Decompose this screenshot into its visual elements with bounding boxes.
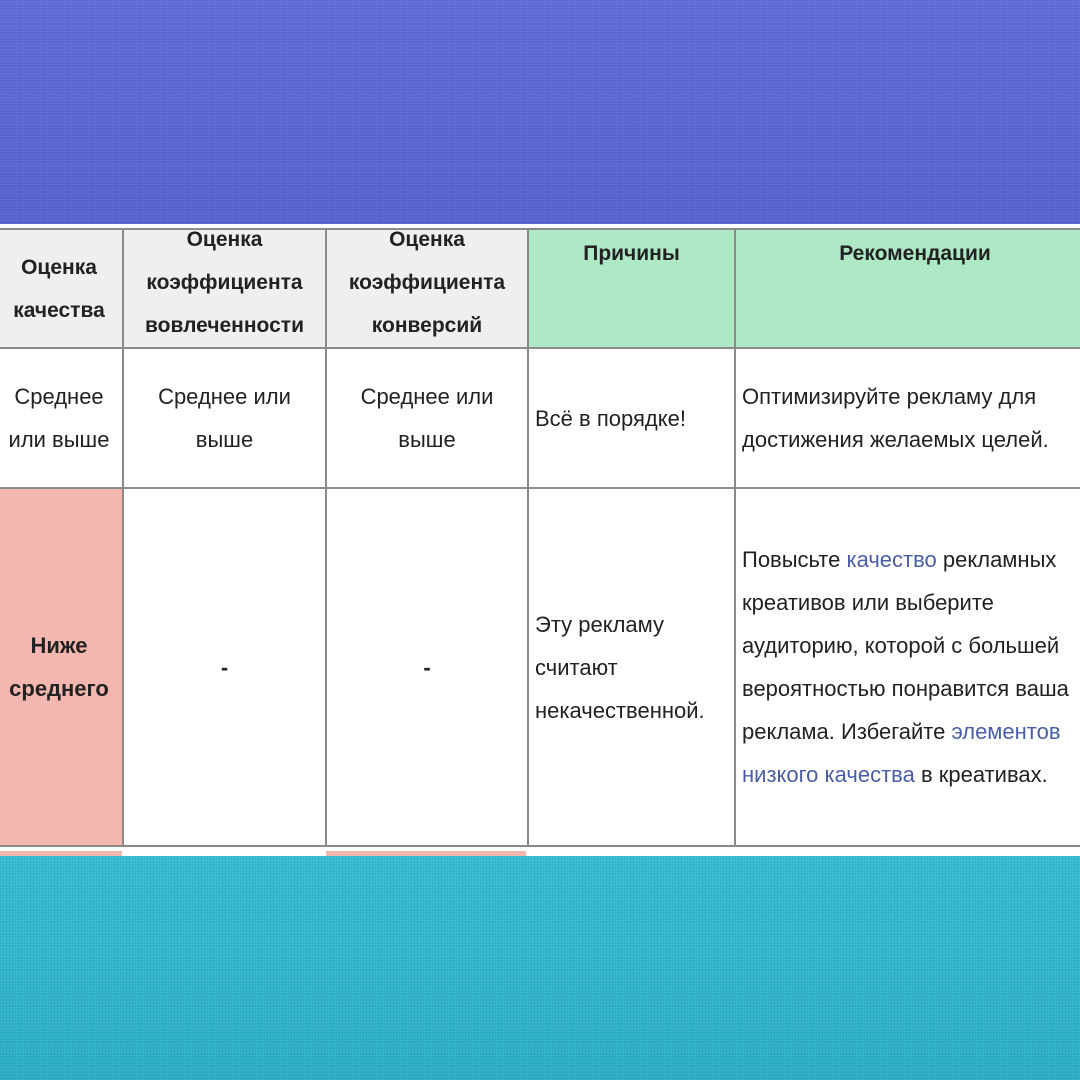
cell-recommendation-below-average	[735, 488, 1080, 846]
header-conversion-label: Оценка коэффициента конверсий	[348, 227, 506, 337]
cell-conversion-below-average: -	[326, 488, 528, 846]
cell-quality-below-average: Ниже среднего	[0, 488, 123, 846]
header-engagement	[123, 229, 326, 348]
table-row-below-average	[0, 488, 1080, 846]
cell-engagement-average: Среднее или выше	[123, 348, 326, 488]
quality-link[interactable]: качество	[846, 547, 937, 572]
bottom-textured-band	[0, 856, 1080, 1080]
header-reasons: Причины	[528, 229, 735, 348]
low-quality-elements-link[interactable]: элементов низкого качества	[742, 719, 1061, 787]
table-header-row	[0, 229, 1080, 348]
header-engagement-label: Оценка коэффициента вовлеченности	[145, 227, 304, 337]
cell-quality-average: Среднее или выше	[0, 348, 123, 488]
cell-reasons-below-average: Эту рекламу считают некачественной.	[528, 488, 735, 846]
cell-recommendation-average: Оптимизируйте рекламу для достижения желаемых целей.	[735, 348, 1080, 488]
recommendation-text-2: рекламных креативов или выберите аудиторию, которой с большей вероятностью понравится ваша реклама. Избегайте	[742, 547, 1069, 744]
top-textured-band	[0, 0, 1080, 224]
header-conversion	[326, 229, 528, 348]
table-row-average	[0, 348, 1080, 488]
cell-engagement-below-average: -	[123, 488, 326, 846]
table-container	[0, 224, 1080, 856]
cell-reasons-average: Всё в порядке!	[528, 348, 735, 488]
ad-relevance-table	[0, 228, 1080, 847]
cell-conversion-average: Среднее или выше	[326, 348, 528, 488]
header-recommendations: Рекомендации	[735, 229, 1080, 348]
header-quality: Оценка качества	[0, 229, 123, 348]
recommendation-text-1: Повысьте	[742, 547, 847, 572]
recommendation-text-3: в креативах.	[914, 762, 1048, 787]
